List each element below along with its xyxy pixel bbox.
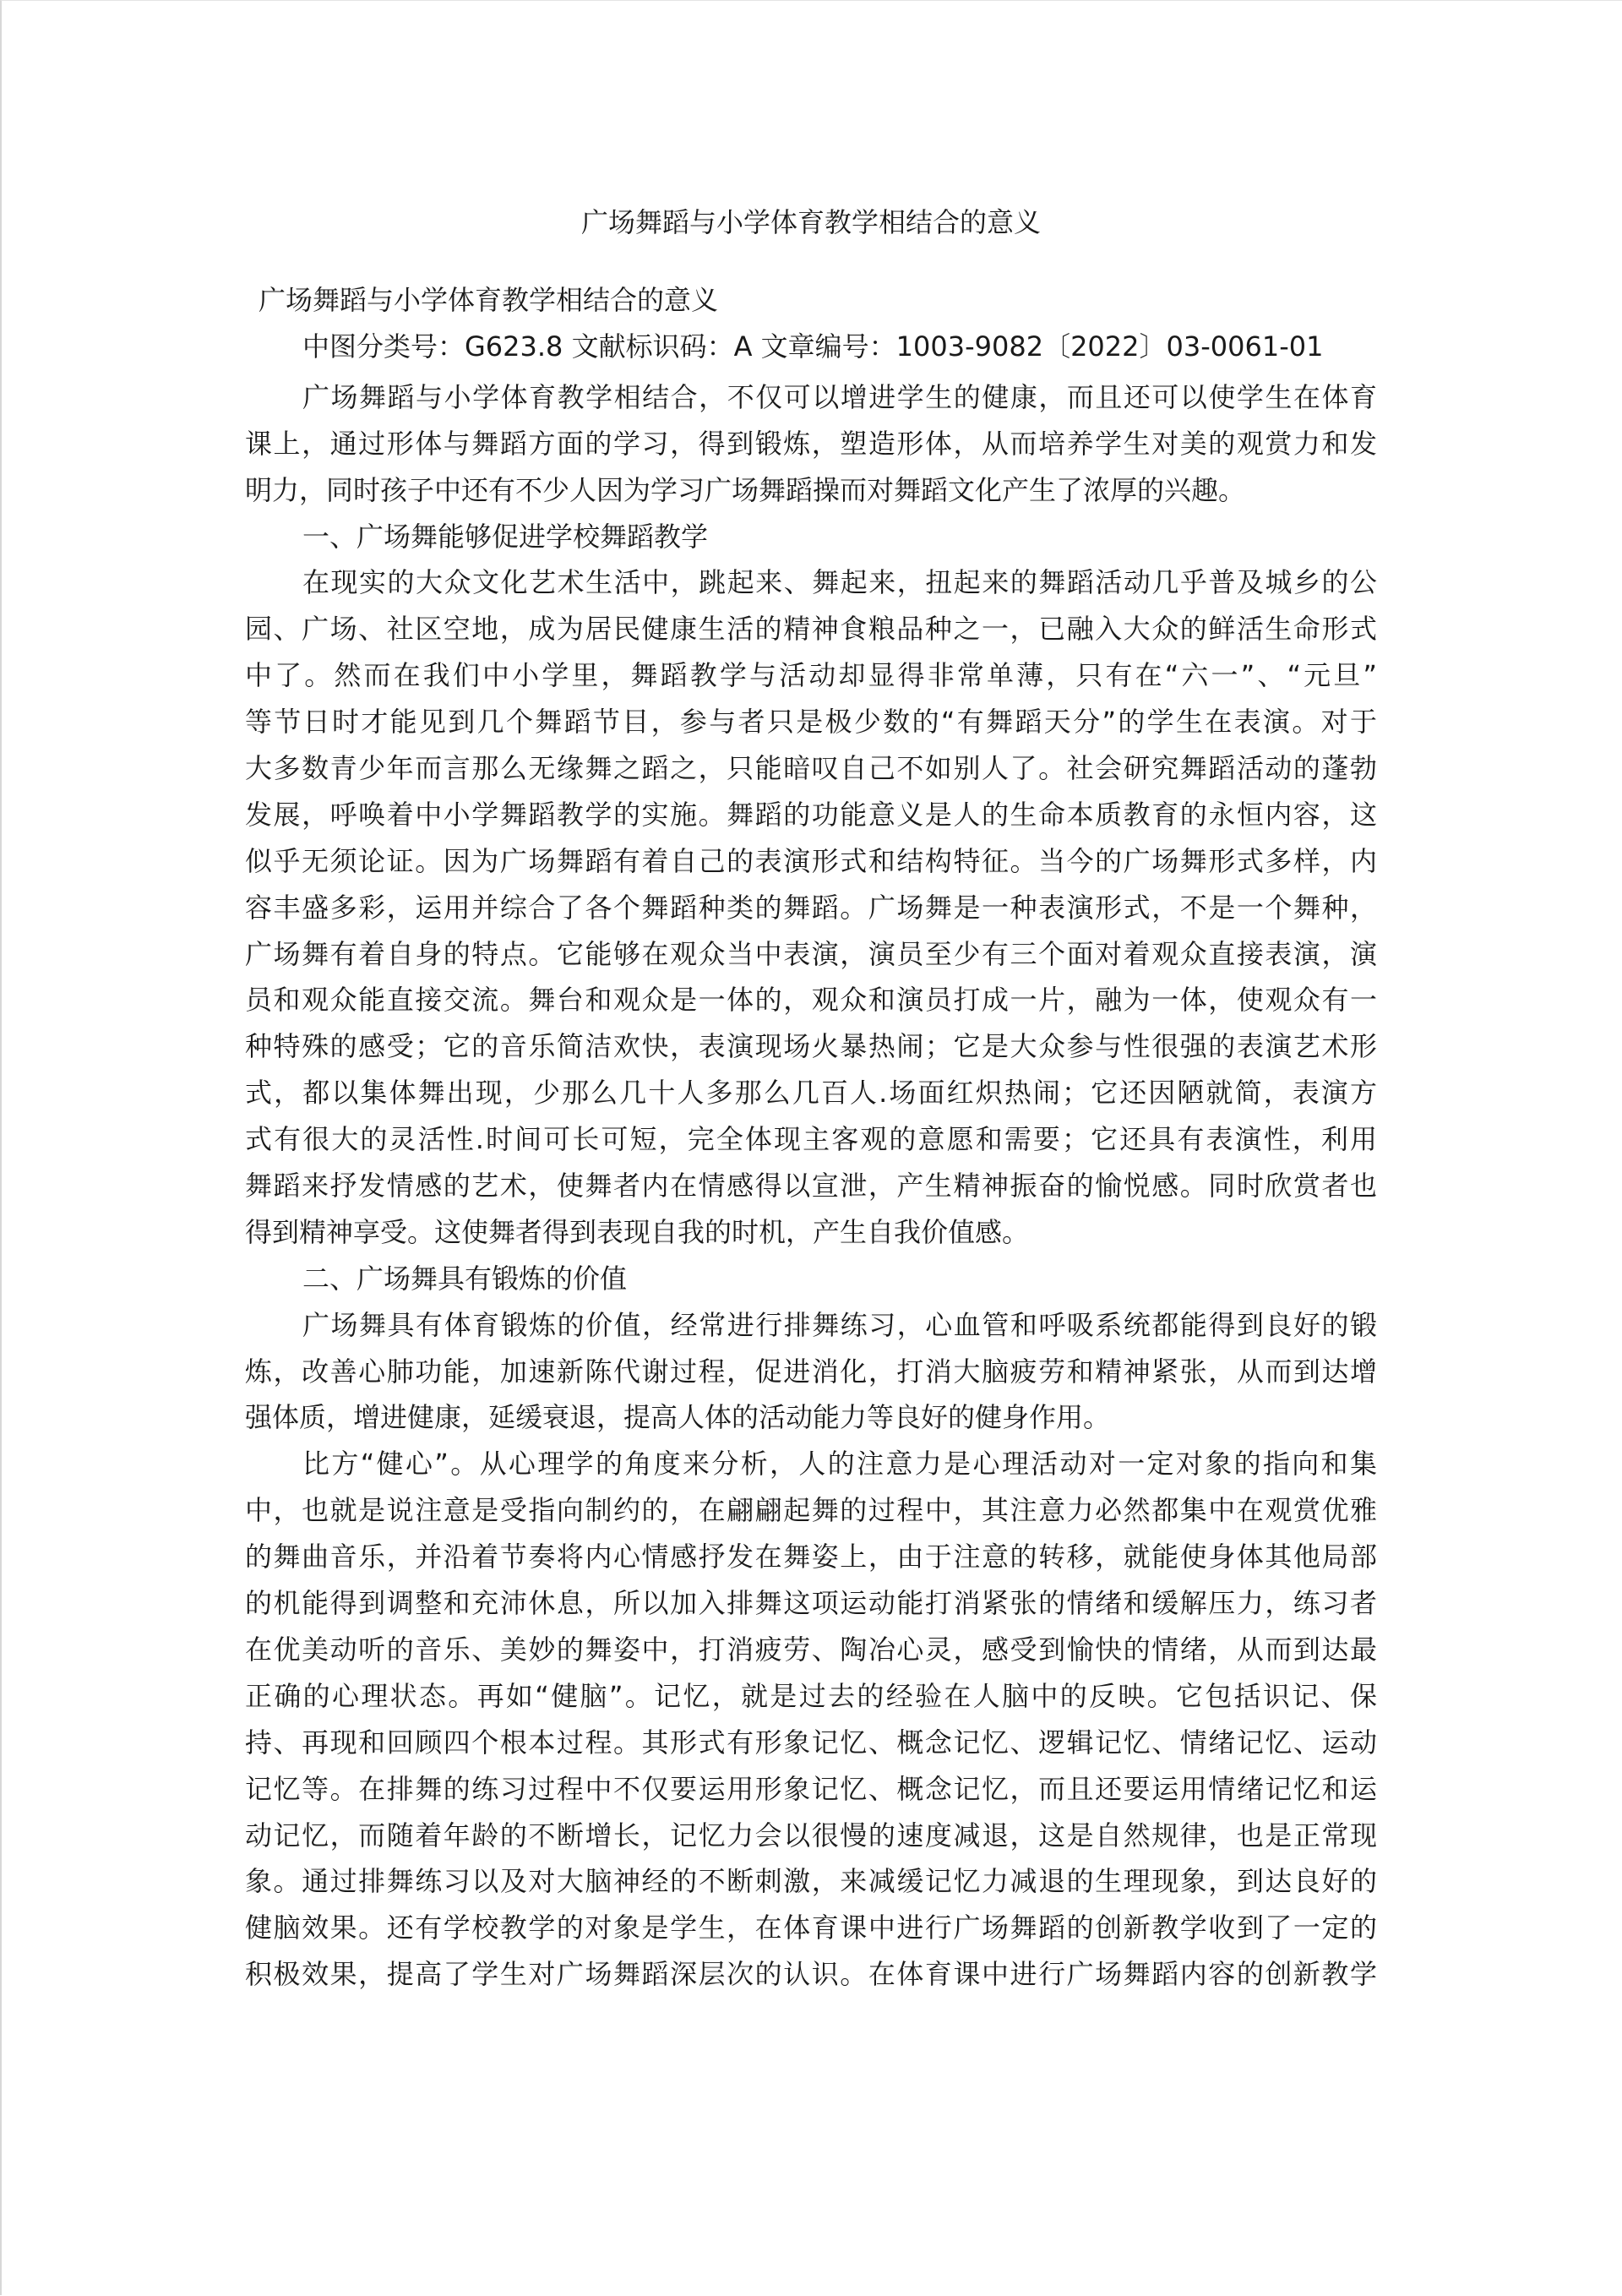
paragraph-line: 式，都以集体舞出现，少那么几十人多那么几百人.场面红炽热闹；它还因陋就简，表演方 — [245, 1077, 1377, 1110]
article-subtitle: 广场舞蹈与小学体育教学相结合的意义 — [259, 284, 719, 316]
paragraph-line: 园、广场、社区空地，成为居民健康生活的精神食粮品种之一，已融入大众的鲜活生命形式 — [245, 613, 1377, 646]
paragraph-line: 舞蹈来抒发情感的艺术，使舞者内在情感得以宣泄，产生精神振奋的愉悦感。同时欣赏者也 — [245, 1170, 1377, 1203]
paragraph — [245, 1441, 1377, 1998]
paragraph-line: 课上，通过形体与舞蹈方面的学习，得到锻炼，塑造形体，从而培养学生对美的观赏力和发 — [245, 427, 1377, 460]
paragraph-line: 广场舞有着自身的特点。它能够在观众当中表演，演员至少有三个面对着观众直接表演，演 — [245, 937, 1377, 970]
paragraph-line: 大多数青少年而言那么无缘舞之蹈之，只能暗叹自己不如别人了。社会研究舞蹈活动的蓬勃 — [245, 752, 1377, 785]
paragraph-line: 员和观众能直接交流。舞台和观众是一体的，观众和演员打成一片，融为一体，使观众有一 — [245, 984, 1377, 1017]
classification-meta: 中图分类号：G623.8 文献标识码：A 文章编号：1003-9082〔2022〕03-0061-01 — [302, 330, 1324, 363]
paragraph-line: 炼，改善心肺功能，加速新陈代谢过程，促进消化，打消大脑疲劳和精神紧张，从而到达增 — [245, 1355, 1377, 1388]
paragraph-line: 中，也就是说注意是受指向制约的，在翩翩起舞的过程中，其注意力必然都集中在观赏优雅 — [245, 1494, 1377, 1527]
paragraph-line: 强体质，增进健康，延缓衰退，提高人体的活动能力等良好的健身作用。 — [245, 1401, 1111, 1434]
article-content — [245, 374, 1377, 1998]
paragraph — [245, 559, 1377, 1255]
paragraph-line: 发展，呼唤着中小学舞蹈教学的实施。舞蹈的功能意义是人的生命本质教育的永恒内容，这 — [245, 798, 1377, 831]
paragraph-line: 得到精神享受。这使舞者得到表现自我的时机，产生自我价值感。 — [245, 1215, 1030, 1248]
section-heading: 一、广场舞能够促进学校舞蹈教学 — [302, 520, 709, 553]
paragraph-line: 广场舞具有体育锻炼的价值，经常进行排舞练习，心血管和呼吸系统都能得到良好的锻 — [302, 1308, 1377, 1341]
paragraph-line: 在优美动听的音乐、美妙的舞姿中，打消疲劳、陶冶心灵，感受到愉快的情绪，从而到达最 — [245, 1633, 1377, 1666]
paragraph — [245, 1302, 1377, 1442]
paragraph-line: 动记忆，而随着年龄的不断增长，记忆力会以很慢的速度减退，这是自然规律，也是正常现 — [245, 1819, 1377, 1852]
paragraph-line: 的机能得到调整和充沛休息，所以加入排舞这项运动能打消紧张的情绪和缓解压力，练习者 — [245, 1587, 1377, 1620]
paragraph-line: 容丰盛多彩，运用并综合了各个舞蹈种类的舞蹈。广场舞是一种表演形式，不是一个舞种， — [245, 891, 1377, 924]
paragraph-line: 似乎无须论证。因为广场舞蹈有着自己的表演形式和结构特征。当今的广场舞形式多样，内 — [245, 844, 1377, 877]
paragraph-line: 正确的心理状态。再如“健脑”。记忆，就是过去的经验在人脑中的反映。它包括识记、保 — [245, 1679, 1377, 1712]
paragraph-line: 记忆等。在排舞的练习过程中不仅要运用形象记忆、概念记忆，而且还要运用情绪记忆和运 — [245, 1772, 1377, 1805]
paragraph-line: 明力，同时孩子中还有不少人因为学习广场舞蹈操而对舞蹈文化产生了浓厚的兴趣。 — [245, 473, 1246, 506]
paragraph-line: 在现实的大众文化艺术生活中，跳起来、舞起来，扭起来的舞蹈活动几乎普及城乡的公 — [302, 566, 1377, 599]
paragraph-line: 持、再现和回顾四个根本过程。其形式有形象记忆、概念记忆、逻辑记忆、情绪记忆、运动 — [245, 1726, 1377, 1759]
paragraph-line: 的舞曲音乐，并沿着节奏将内心情感抒发在舞姿上，由于注意的转移，就能使身体其他局部 — [245, 1541, 1377, 1573]
paragraph — [245, 374, 1377, 514]
paragraph-line: 象。通过排舞练习以及对大脑神经的不断刺激，来减缓记忆力减退的生理现象，到达良好的 — [245, 1865, 1377, 1898]
document-body — [245, 277, 1377, 1998]
paragraph-line: 种特殊的感受；它的音乐简洁欢快，表演现场火暴热闹；它是大众参与性很强的表演艺术形 — [245, 1030, 1377, 1063]
paragraph-line: 广场舞蹈与小学体育教学相结合，不仅可以增进学生的健康，而且还可以使学生在体育 — [302, 380, 1377, 413]
paragraph-line: 积极效果，提高了学生对广场舞蹈深层次的认识。在体育课中进行广场舞蹈内容的创新教学 — [245, 1958, 1377, 1991]
paragraph-line: 等节日时才能见到几个舞蹈节目，参与者只是极少数的“有舞蹈天分”的学生在表演。对于 — [245, 706, 1377, 739]
document-title: 广场舞蹈与小学体育教学相结合的意义 — [580, 206, 1041, 238]
paragraph-line: 比方“健心”。从心理学的角度来分析，人的注意力是心理活动对一定对象的指向和集 — [302, 1448, 1377, 1481]
paragraph-line: 式有很大的灵活性.时间可长可短，完全体现主客观的意愿和需要；它还具有表演性，利用 — [245, 1123, 1377, 1156]
paragraph-line: 中了。然而在我们中小学里，舞蹈教学与活动却显得非常单薄，只有在“六一”、“元旦” — [245, 659, 1377, 692]
section-heading: 二、广场舞具有锻炼的价值 — [302, 1262, 628, 1295]
paragraph-line: 健脑效果。还有学校教学的对象是学生，在体育课中进行广场舞蹈的创新教学收到了一定的 — [245, 1912, 1377, 1944]
